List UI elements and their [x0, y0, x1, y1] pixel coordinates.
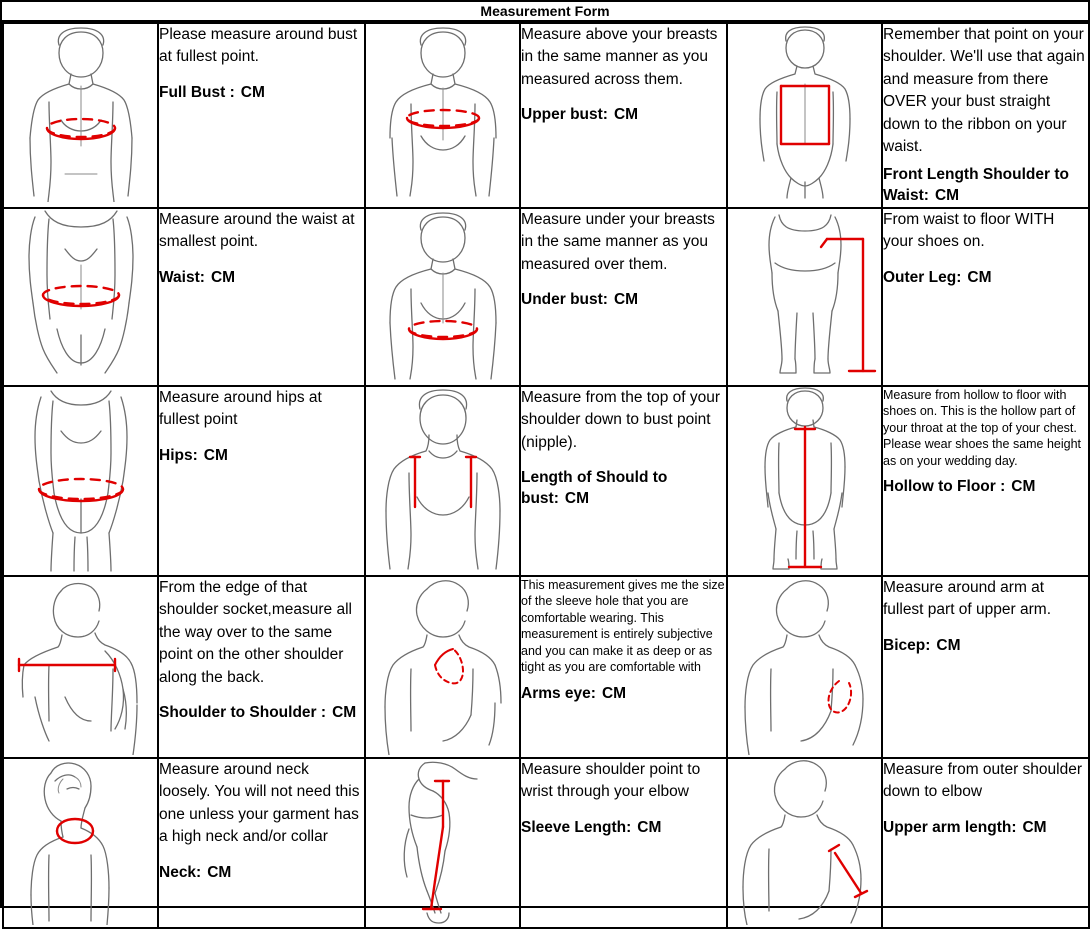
cell-figure — [365, 758, 520, 928]
instruction-text: Measure shoulder point to wrist through your elbow — [521, 760, 701, 801]
measurement-name: Outer Leg: — [883, 268, 962, 286]
cell-figure — [365, 576, 520, 758]
cell-text — [520, 23, 727, 208]
cell-text — [882, 208, 1089, 386]
instruction-text: Measure around neck loosely. You will not need this one unless your garment has a high neck and/or collar — [159, 760, 360, 846]
cell-text — [158, 758, 365, 928]
measurement-unit: CM — [601, 684, 627, 702]
measurement-label — [521, 105, 726, 126]
cell-figure — [727, 386, 882, 576]
measurement-unit: CM — [613, 106, 639, 124]
instruction-text: Remember that point on your shoulder. We'll use that again and measure from there OVER your bust straight down to the ribbon on your waist. — [883, 26, 1085, 156]
cell-figure — [3, 23, 158, 208]
table-row — [3, 208, 1089, 386]
length-of-shoulder-to-bust-figure — [367, 387, 519, 573]
table-row — [3, 23, 1089, 208]
cell-figure — [365, 386, 520, 576]
table-row — [3, 758, 1089, 928]
measurement-name: Arms eye: — [521, 684, 596, 702]
instruction-text: From the edge of that shoulder socket,measure all the way over to the same point on the other shoulder along the back. — [159, 578, 352, 686]
measurement-name: Neck: — [159, 863, 202, 881]
instruction-text: This measurement gives me the size of the sleeve hole that you are comfortable wearing. This measurement is entirely subjective and you can make it as deep or as tight as you are comfortable with — [521, 577, 725, 675]
instruction-text: Measure from the top of your shoulder down to bust point (nipple). — [521, 388, 721, 451]
measurement-label — [521, 290, 726, 311]
measurement-label — [883, 636, 1088, 657]
cell-text — [158, 208, 365, 386]
hollow-to-floor-figure — [729, 387, 881, 573]
cell-text — [158, 576, 365, 758]
measurement-unit: CM — [967, 268, 992, 286]
instruction-text: From waist to floor WITH your shoes on. — [883, 210, 1055, 251]
upper-arm-length-figure — [729, 759, 881, 925]
measurement-label — [159, 863, 364, 884]
bust-front-figure — [5, 24, 157, 202]
cell-text — [158, 23, 365, 208]
instruction-text: Measure under your breasts in the same manner as you measured over them. — [521, 210, 715, 273]
bicep-figure — [729, 577, 881, 755]
measurement-unit: CM — [210, 268, 236, 286]
front-length-shoulder-to-waist-figure — [729, 24, 881, 202]
cell-figure — [3, 576, 158, 758]
measurement-unit: CM — [203, 446, 228, 464]
measurement-name: Front Length Shoulder to Waist: — [883, 165, 1069, 204]
measurement-unit: CM — [637, 818, 662, 836]
measurement-unit: CM — [936, 636, 961, 654]
measurement-name: Hollow to Floor : — [883, 478, 1006, 496]
measurement-name: Upper arm length: — [883, 818, 1017, 836]
cell-figure — [727, 23, 882, 208]
measurement-name: Shoulder to Shoulder : — [159, 704, 327, 721]
under-bust-figure — [367, 209, 519, 383]
measurement-label — [883, 165, 1088, 207]
measurement-unit: CM — [564, 489, 589, 507]
cell-text — [158, 386, 365, 576]
cell-text — [882, 386, 1089, 576]
measurement-unit: CM — [1011, 478, 1036, 496]
cell-figure — [3, 386, 158, 576]
instruction-text: Measure around hips at fullest point — [159, 388, 322, 429]
page-title: Measurement Form — [2, 2, 1088, 22]
measurement-name: Under bust: — [521, 291, 608, 309]
table-row — [3, 386, 1089, 576]
cell-text — [882, 23, 1089, 208]
measurement-label — [883, 268, 1088, 289]
instruction-text: Please measure around bust at fullest point. — [159, 26, 358, 66]
measurement-label — [521, 684, 726, 705]
instruction-text: Measure from hollow to floor with shoes on. This is the hollow part of your throat at the top of your chest. Please wear shoes the same height as on your wedding day. — [883, 387, 1082, 468]
measurement-label — [159, 83, 364, 104]
measurement-name: Full Bust : — [159, 83, 235, 101]
instruction-text: Measure from outer shoulder down to elbow — [883, 760, 1083, 801]
measurement-unit: CM — [240, 83, 265, 101]
measurement-label — [159, 268, 364, 289]
cell-figure — [365, 23, 520, 208]
measurement-name: Waist: — [159, 268, 205, 286]
waist-figure — [5, 209, 157, 383]
cell-figure — [727, 208, 882, 386]
outer-leg-figure — [729, 209, 881, 383]
cell-text — [882, 576, 1089, 758]
measurement-table — [2, 22, 1090, 929]
measurement-unit: CM — [1022, 818, 1047, 836]
measurement-name: Bicep: — [883, 636, 931, 654]
cell-text — [520, 208, 727, 386]
table-row — [3, 576, 1089, 758]
measurement-name: Sleeve Length: — [521, 818, 632, 836]
cell-figure — [3, 758, 158, 928]
measurement-unit: CM — [207, 863, 232, 881]
measurement-label — [883, 477, 1088, 498]
measurement-label — [159, 703, 364, 724]
measurement-label — [159, 446, 364, 467]
cell-figure — [727, 758, 882, 928]
measurement-unit: CM — [332, 704, 357, 721]
sleeve-length-figure — [367, 759, 519, 925]
cell-figure — [365, 208, 520, 386]
cell-text — [520, 576, 727, 758]
measurement-unit: CM — [613, 291, 639, 309]
measurement-unit: CM — [934, 186, 960, 204]
cell-text — [520, 758, 727, 928]
cell-text — [882, 758, 1089, 928]
measurement-name: Upper bust: — [521, 106, 608, 124]
cell-figure — [3, 208, 158, 386]
hips-figure — [5, 387, 157, 573]
measurement-name: Length of Should to bust: — [521, 469, 668, 507]
measurement-label — [521, 818, 726, 839]
upper-bust-figure — [367, 24, 519, 202]
arms-eye-figure — [367, 577, 519, 755]
measurement-label — [521, 468, 726, 510]
cell-text — [520, 386, 727, 576]
neck-figure — [5, 759, 157, 925]
measurement-label — [883, 818, 1088, 839]
instruction-text: Measure above your breasts in the same manner as you measured across them. — [521, 26, 718, 88]
cell-figure — [727, 576, 882, 758]
shoulder-to-shoulder-figure — [5, 577, 157, 755]
measurement-name: Hips: — [159, 446, 198, 464]
instruction-text: Measure around the waist at smallest point. — [159, 210, 355, 251]
instruction-text: Measure around arm at fullest part of upper arm. — [883, 578, 1051, 619]
